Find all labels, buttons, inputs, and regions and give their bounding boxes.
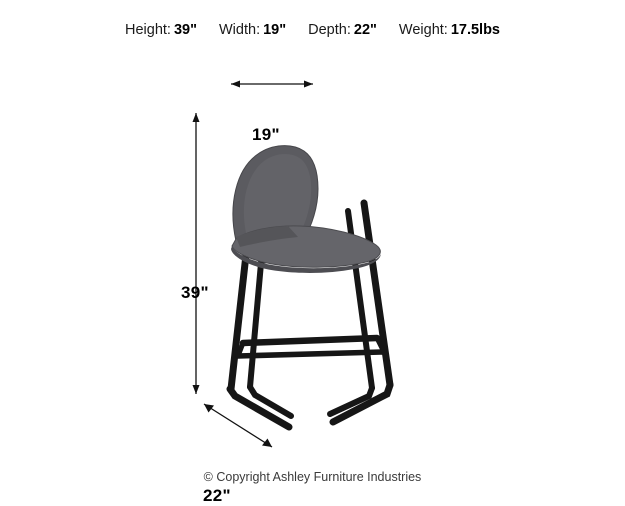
stool-seat-shell: [231, 146, 381, 273]
width-arrow-left: [231, 81, 240, 88]
width-arrow-right: [304, 81, 313, 88]
depth-arrow-end: [262, 439, 272, 448]
depth-arrow-start: [204, 404, 214, 413]
spec-height-label: Height:: [125, 22, 171, 38]
runner-right: [333, 385, 390, 422]
depth-dimension-label: 22": [203, 486, 231, 505]
spec-weight-value: 17.5lbs: [450, 22, 500, 38]
height-dimension-label: 39": [181, 283, 209, 302]
height-arrow-top: [193, 113, 200, 122]
height-arrow-bottom: [193, 385, 200, 394]
spec-weight: [399, 22, 500, 38]
spec-weight-label: Weight:: [398, 22, 448, 38]
spec-depth-value: 22": [353, 22, 377, 38]
spec-width-value: 19": [263, 22, 287, 38]
copyright-footer: © Copyright Ashley Furniture Industries: [203, 470, 422, 484]
footrest-rear: [238, 352, 384, 356]
spec-width: [219, 22, 286, 38]
spec-depth: [308, 22, 377, 38]
spec-height: [125, 22, 197, 38]
spec-width-label: Width:: [219, 22, 261, 38]
specifications-bar: [0, 22, 625, 38]
footrest-front: [243, 338, 377, 343]
spec-depth-label: Depth:: [308, 22, 351, 38]
width-dimension-label: 19": [252, 125, 280, 144]
spec-height-value: 39": [173, 22, 197, 38]
